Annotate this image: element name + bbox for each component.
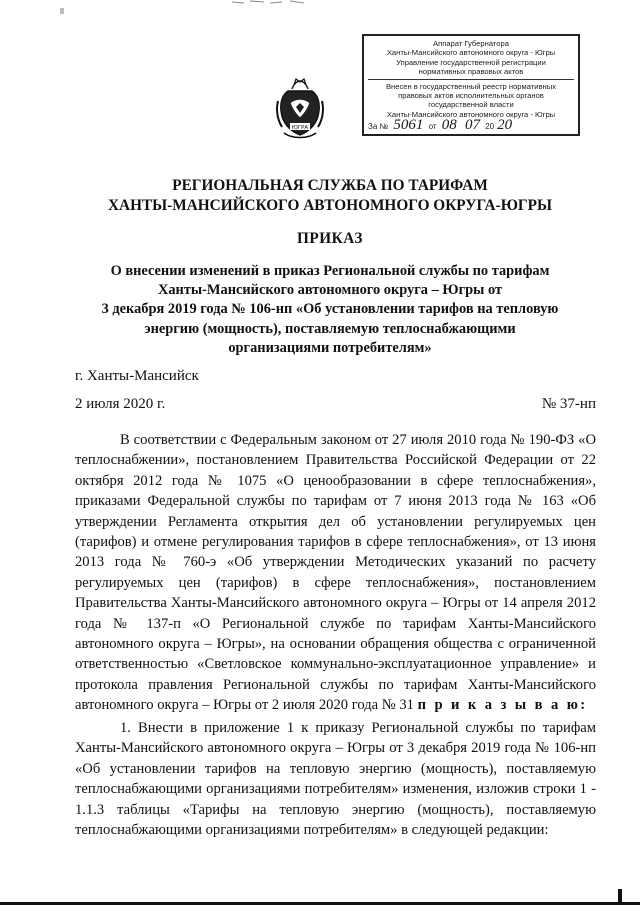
stamp-reg-year-prefix: 20 bbox=[485, 122, 495, 132]
document-type: ПРИКАЗ bbox=[297, 230, 363, 247]
subject-line: Ханты-Мансийского автономного округа – Югры от bbox=[157, 282, 503, 299]
preamble-text: В соответствии с Федеральным законом от 27 июля 2010 года № 190-ФЗ «О теплоснабжении», постановлением Правительства Российской Федерации от 22 октября 2012 года № 1075 «О ценообразовании в сфере теплоснабжения», приказами Федеральной службы по тарифам от 7 июня 2013 года № 163 «Об утверждении Регламента открытия дел об установлении регулируемых цен (тарифов) и отмене регулирования тарифов в сфере теплоснабжения», от 13 июня 2013 года № 760-э «Об утверждении Методических указаний по расчету регулируемых цен (тарифов) в сфере теплоснабжения», постановлением Правительства Ханты-Мансийского автономного округа – Югры от 14 апреля 2012 года № 137-п «О Региональной службе по тарифам Ханты-Мансийского автономного округа – Югры», на основании обращения общества с ограниченной ответственностью «Светловское коммунально-эксплуатационное управление» и протокола правления Региональной службы по тарифам Ханты-Мансийского автономного округа – Югры от 2 июля 2020 года № 31 bbox=[75, 432, 596, 714]
stamp-reg-day: 08 bbox=[441, 117, 457, 134]
scan-artifact-corner bbox=[60, 8, 64, 14]
stamp-divider bbox=[368, 79, 574, 80]
issuing-authority bbox=[60, 176, 600, 216]
emblem-caption: ЮГРА bbox=[291, 125, 309, 131]
stamp-registration-line bbox=[368, 117, 574, 134]
subject-line: 3 декабря 2019 года № 106-нп «Об установлении тарифов на тепловую bbox=[101, 301, 559, 318]
stamp-reg-month: 07 bbox=[464, 117, 480, 134]
org-line-2: ХАНТЫ-МАНСИЙСКОГО АВТОНОМНОГО ОКРУГА-ЮГРЫ bbox=[107, 197, 553, 214]
stamp-reg-year: 20 bbox=[497, 117, 513, 134]
stamp-line: правовых актов исполнительных органов bbox=[398, 91, 544, 101]
stamp-line: нормативных правовых актов bbox=[418, 67, 524, 77]
issue-date: 2 июля 2020 г. bbox=[75, 396, 166, 412]
preamble-paragraph bbox=[75, 430, 596, 716]
coat-of-arms-icon bbox=[274, 73, 326, 143]
issue-city: г. Ханты-Мансийск bbox=[75, 368, 199, 384]
stamp-line: Управление государственной регистрации bbox=[396, 57, 546, 67]
stamp-line: Внесен в государственный реестр нормативных bbox=[385, 81, 557, 91]
registration-stamp bbox=[362, 34, 580, 136]
stamp-line: Аппарат Губернатора bbox=[433, 39, 509, 48]
scan-edge-mark bbox=[618, 889, 622, 905]
org-line-1: РЕГИОНАЛЬНАЯ СЛУЖБА ПО ТАРИФАМ bbox=[172, 177, 488, 194]
document-number: № 37-нп bbox=[541, 396, 596, 412]
stamp-line: Ханты-Мансийского автономного округа - Югры bbox=[386, 109, 556, 119]
stamp-reg-number: 5061 bbox=[393, 117, 424, 134]
stamp-reg-prefix: За № bbox=[368, 122, 389, 132]
subject-line: О внесении изменений в приказ Региональной службы по тарифам bbox=[110, 263, 550, 279]
subject-line: энергию (мощность), поставляемую теплоснабжающими bbox=[144, 320, 516, 337]
scan-artifact bbox=[230, 0, 320, 8]
order-keyword: п р и к а з ы в а ю: bbox=[417, 697, 588, 714]
subject-line: организациями потребителям» bbox=[228, 339, 432, 356]
clause-1-paragraph: 1. Внести в приложение 1 к приказу Региональной службы по тарифам Ханты-Мансийского автономного округа – Югры от 3 декабря 2019 года № 106-нп «Об установлении тарифов на тепловую энергию (мощность), поставляемую теплоснабжающими организациями потребителям» изменения, изложив строки 1 - 1.1.3 таблицы «Тарифы на тепловую энергию (мощность), поставляемую теплоснабжающими организациями потребителям» в следующей редакции: bbox=[75, 720, 596, 839]
stamp-line: Ханты-Мансийского автономного округа - Югры bbox=[386, 48, 556, 58]
stamp-reg-day-prefix: от bbox=[428, 122, 437, 132]
document-subject bbox=[60, 262, 600, 358]
stamp-line: государственной власти bbox=[428, 100, 514, 110]
